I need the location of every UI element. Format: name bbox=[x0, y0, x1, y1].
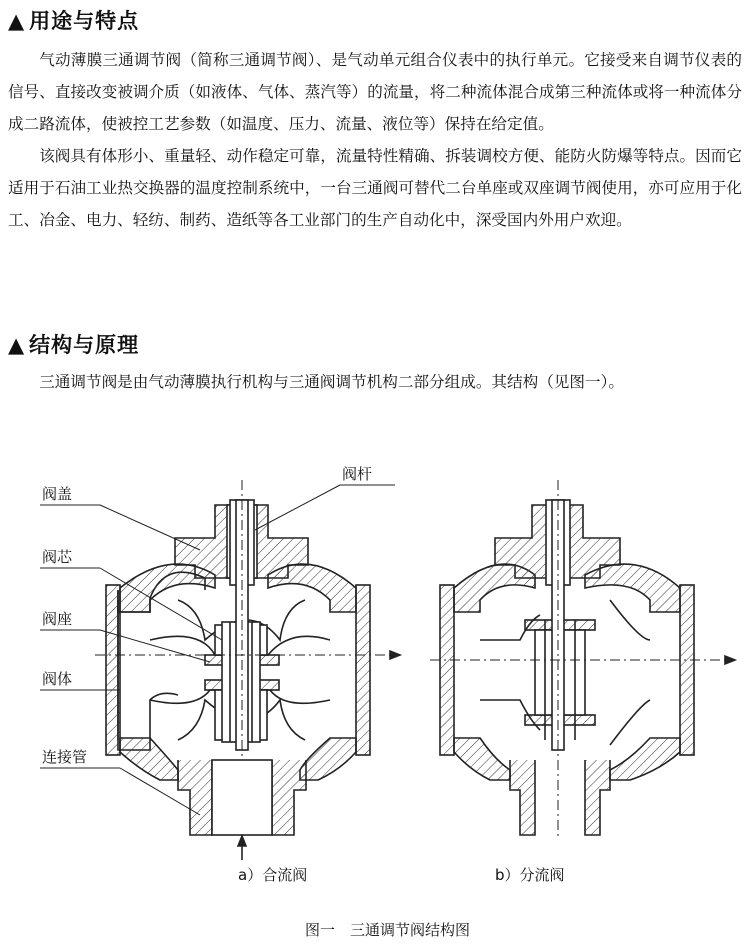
triangle-bullet-icon: ▲ bbox=[8, 9, 26, 33]
paragraph: 三通调节阀是由气动薄膜执行机构与三通阀调节机构二部分组成。其结构（见图一）。 bbox=[39, 373, 624, 391]
mixing-valve-drawing bbox=[95, 480, 400, 860]
section-title: 结构与原理 bbox=[29, 333, 140, 357]
diverting-valve-drawing bbox=[430, 480, 735, 840]
subcaption-b: b）分流阀 bbox=[495, 866, 565, 884]
figure-caption: 图一 三通调节阀结构图 bbox=[305, 921, 471, 939]
label-pipe: 连接管 bbox=[42, 748, 88, 766]
label-seat: 阀座 bbox=[42, 610, 73, 628]
subcaption-a: a）合流阀 bbox=[238, 866, 308, 884]
label-stem: 阀杆 bbox=[342, 465, 373, 483]
triangle-bullet-icon: ▲ bbox=[8, 333, 26, 357]
paragraph: 气动薄膜三通调节阀（简称三通调节阀）、是气动单元组合仪表中的执行单元。它接受来自调节仪表的信号、直接改变被调介质（如液体、气体、蒸汽等）的流量，将二种流体混合成第三种流体或将一种流体分成二路流体，使被控工艺参数（如温度、压力、流量、液位等）保持在给定值。 bbox=[8, 51, 742, 133]
label-body: 阀体 bbox=[42, 670, 73, 688]
paragraph: 该阀具有体形小、重量轻、动作稳定可靠，流量特性精确、拆装调校方便、能防火防爆等特点。因而它适用于石油工业热交换器的温度控制系统中，一台三通阀可替代二台单座或双座调节阀使用，亦可应用于化工、冶金、电力、轻纺、制药、造纸等各工业部门的生产自动化中，深受国内外用户欢迎。 bbox=[8, 147, 742, 229]
label-plug: 阀芯 bbox=[42, 548, 73, 566]
section-title: 用途与特点 bbox=[29, 9, 140, 33]
label-cover: 阀盖 bbox=[42, 485, 73, 503]
